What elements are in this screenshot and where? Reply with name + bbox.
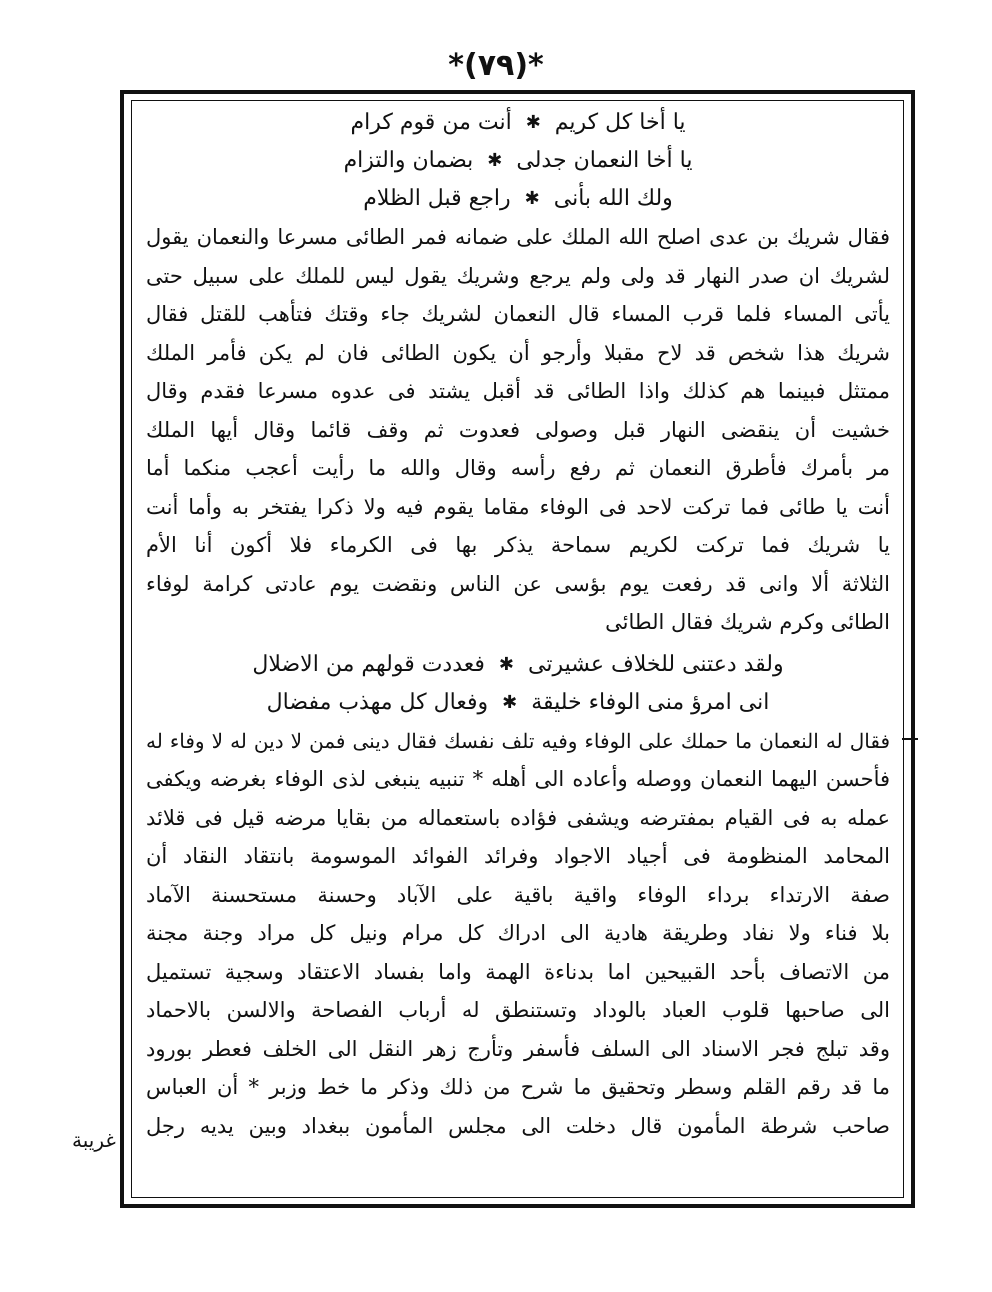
hemistich-right: يا أخا كل كريم: [554, 110, 686, 135]
star-separator-icon: ✱: [498, 653, 514, 675]
margin-tick-mark: [902, 738, 918, 740]
hemistich-left: راجع قبل الظلام: [363, 186, 511, 211]
prose-line: يا شريك فما تركت لكريم سماحة يذكر بها فى الكرماء فلا أكون أنا الأم: [146, 533, 890, 557]
prose-line: يأتى المساء فلما قرب المساء قال النعمان لشريك جاء وقتك فتأهب للقتل فقال: [146, 302, 890, 326]
prose-line: عمله به فى القيام بمفترضه ويشفى فؤاده باستعماله من بقايا مرضه قيل فى قلائد: [146, 805, 890, 830]
hemistich-right: ولك الله بأنى: [553, 186, 673, 211]
verse-line: [146, 180, 890, 218]
prose-line: أنت يا طائى فما تركت لاحد فى الوفاء مقاما يقوم فيه ولا ذكرا يفتخر به وأما أنت: [146, 494, 890, 519]
margin-note: غريبة: [72, 1128, 116, 1152]
prose-line: صاحب شرطة المأمون قال دخلت الى مجلس المأمون ببغداد وبين يديه رجل: [146, 1113, 890, 1138]
prose-line: فقال شريك بن عدى اصلح الله الملك على ضمانه فمر الطائى مسرعا والنعمان يقول: [146, 225, 890, 249]
prose-line: شريك هذا شخص قد لاح مقبلا وأرجو أن يكون الطائى فان لم يكن فأمر الملك: [146, 340, 890, 365]
prose-line-last: الطائى وكرم شريك فقال الطائى: [605, 610, 890, 634]
prose-line: المحامد المنظومة فى أجياد الاجواد وفرائد الفوائد الموسومة بانتقاد النقاد أن: [146, 844, 890, 868]
page-text: [146, 104, 890, 1194]
prose-line: الى صاحبها قلوب العباد بالوداد وتستنطق له أرباب الفصاحة والالسن بالاحماد: [146, 998, 890, 1022]
prose-line: وقد تبلج فجر الاسناد الى السلف فأسفر وتأرج زهر النقل الى الخلف فعطر بورود: [146, 1036, 890, 1061]
prose-line: لشريك ان صدر النهار قد ولى ولم يرجع وشريك يقول ليس للملك على سبيل حتى: [146, 263, 890, 288]
hemistich-right: ولقد دعتنى للخلاف عشيرتى: [527, 651, 784, 677]
verse-line: [146, 646, 890, 684]
hemistich-left: وفعال كل مهذب مفضال: [266, 689, 489, 715]
prose-line: فأحسن اليهما النعمان ووصله وأعاده الى أهله * تنبيه ينبغى لذى الوفاء بغرضه ويكفى: [146, 767, 890, 791]
prose-line: ما قد رقم القلم وسطر وتحقيق ما شرح من ذلك وذكر ما خط وزبر * أن العباس: [146, 1075, 890, 1099]
hemistich-right: يا أخا النعمان جدلى: [516, 148, 693, 173]
prose-line: خشيت أن ينقضى النهار قبل وصولى فعدوت ثم وقف قائما وقال أيها الملك: [146, 417, 890, 442]
prose-line: فقال له النعمان ما حملك على الوفاء وفيه تلف نفسك فقال دينى فمن لا دين له لا وفاء له: [146, 728, 890, 753]
star-separator-icon: ✱: [524, 188, 540, 209]
star-separator-icon: ✱: [502, 691, 518, 713]
prose-line: الثلاثة ألا وانى قد رفعت يوم بؤسى عن الناس ونقضت يوم عادتى كرامة لوفاء: [146, 571, 890, 596]
verse-line: [146, 142, 890, 180]
page-number: *(٧٩)*: [448, 48, 544, 83]
star-separator-icon: ✱: [525, 112, 541, 133]
hemistich-left: أنت من قوم كرام: [350, 110, 512, 135]
prose-line: بلا فناء ولا نفاد وطريقة هادية الى ادراك كل مرام ونيل كل مراد وجنة مجنة: [146, 921, 890, 945]
star-separator-icon: ✱: [487, 150, 503, 171]
verse-line: [146, 104, 890, 142]
verse-line: [146, 684, 890, 722]
prose-line: من الاتصاف بأحد القبيحين اما بدناءة الهمة واما بفساد الاعتقاد وسجية تستميل: [146, 959, 890, 984]
prose-line: مر بأمرك فأطرق النعمان ثم رفع رأسه وقال والله ما رأيت أعجب منكما أما: [146, 456, 890, 480]
hemistich-left: فعددت قولهم من الاضلال: [252, 651, 485, 677]
prose-line: ممتثل فبينما هم كذلك واذا الطائى قد أقبل يشتد فى عدوه مسرعا فقدم وقال: [146, 379, 890, 403]
hemistich-right: انى امرؤ منى الوفاء خليقة: [531, 689, 770, 715]
prose-line: صفة الارتداء برداء الوفاء واقية باقية على الآباد وحسنة مستحسنة الآماد: [146, 882, 890, 907]
hemistich-left: بضمان والتزام: [343, 148, 474, 173]
